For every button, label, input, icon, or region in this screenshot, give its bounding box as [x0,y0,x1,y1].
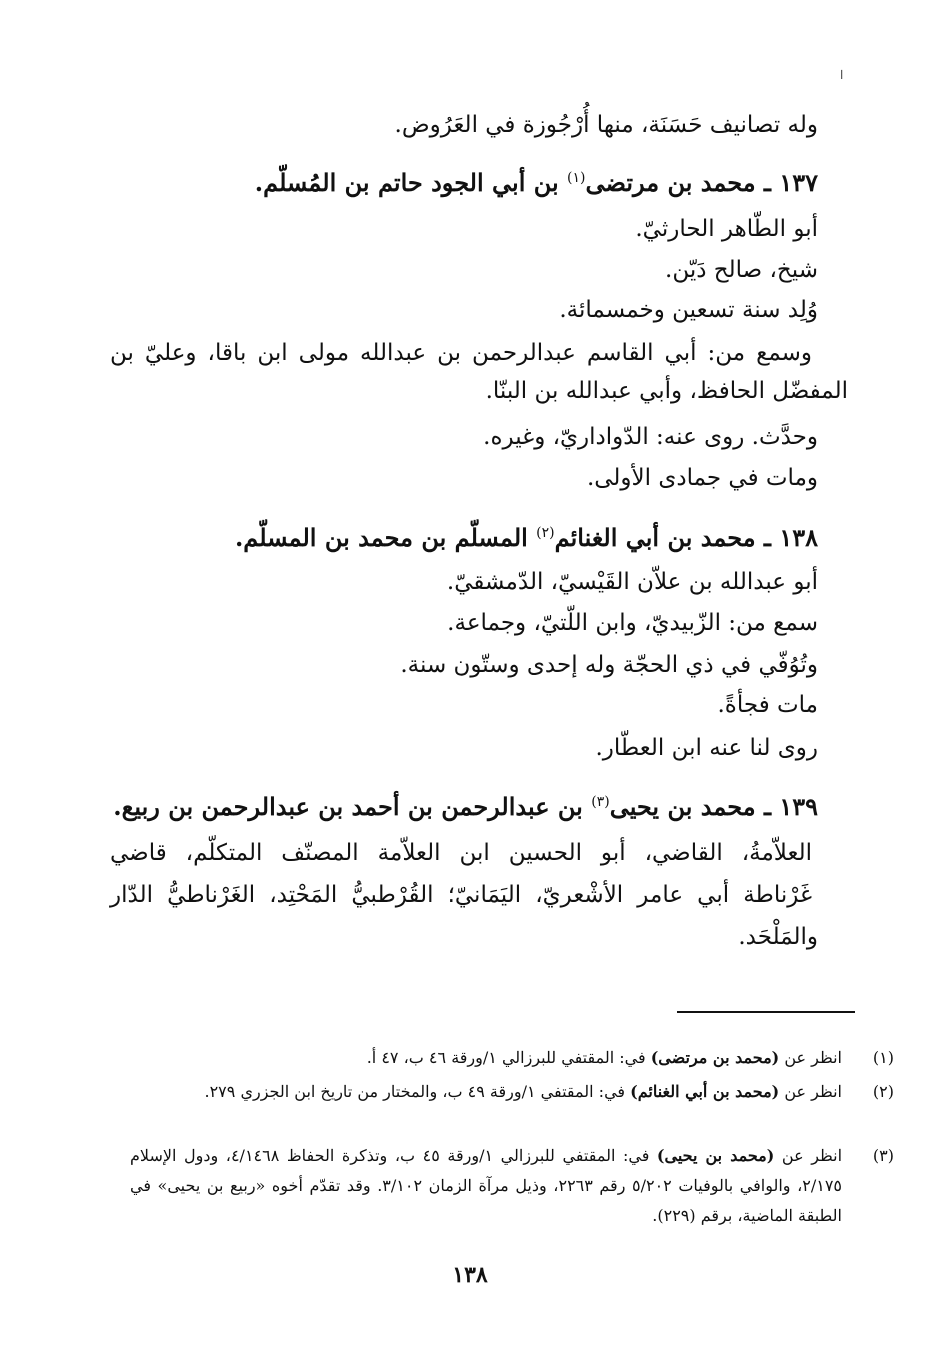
body-line: أبو عبدالله بن علاّن القَيْسيّ، الدّمشقيّ. [446,569,818,595]
footnote-subject: (محمد بن يحيى) [656,1146,775,1165]
footnote-number: (٣) [872,1146,894,1165]
body-line: ومات في جمادى الأولى. [586,465,818,491]
footnote-2 [130,1077,894,1107]
footnote-1 [130,1043,894,1073]
footnote-reference: (٢) [536,525,555,541]
body-line: وحدَّث. روى عنه: الدّواداريّ، وغيره. [483,424,818,450]
entry-heading-137 [255,168,818,198]
footnote-reference: (٣) [591,794,610,810]
footnote-number: (١) [872,1048,894,1067]
footnote-text: في: المقتفي ١/ورقة ٤٩ ب، والمختار من تاريخ ابن الجزري ٢٧٩. [204,1082,631,1101]
footnote-subject: (محمد بن مرتضى) [650,1048,780,1067]
entry-heading-139 [113,792,818,822]
footnote-3 [130,1141,894,1231]
body-line: وله تصانيف حَسَنَة، منها أُرْجُوزة في العَرُوض. [394,112,818,138]
body-line: أبو الطّاهر الحارثيّ. [635,216,818,242]
body-line: شيخ، صالح دَيّن. [665,257,818,283]
body-line: وتُوُفّي في ذي الحجّة وله إحدى وستّون سنة. [400,652,818,678]
body-line: وسمع من: أبي القاسم عبدالرحمن بن عبدالله مولى ابن باقا، وعليّ بن [110,340,812,366]
entry-heading-138 [235,523,818,553]
footnote-subject: (محمد بن أبي الغنائم) [630,1082,780,1101]
body-line: العلاّمةُ، القاضي، أبو الحسين ابن العلاّمة المصنّف المتكلّم، قاضي [110,840,812,866]
entry-heading-text: ١٣٨ ـ محمد بن أبي الغنائم [554,523,818,552]
footnote-reference: (١) [567,170,586,186]
entry-heading-text: المسلّم بن محمد بن المسلّم. [234,523,537,552]
footnote-number: (٢) [872,1082,894,1101]
entry-heading-text: بن عبدالرحمن بن أحمد بن عبدالرحمن بن ربيع. [113,792,592,821]
body-line: غَرْناطة أبي عامر الأشْعريّ، اليَمَانيّ؛ القُرْطبيُّ المَحْتِد، الغَرْناطيُّ الدّار [110,882,812,908]
footnote-text: في: المقتفي للبرزالي ١/ورقة ٤٦ ب، ٤٧ أ. [366,1048,651,1067]
footnote-separator [677,1011,855,1013]
body-line: وُلِد سنة تسعين وخمسمائة. [559,297,818,323]
body-line: روى لنا عنه ابن العطّار. [595,735,818,761]
margin-mark: ا [840,68,844,82]
body-line: والمَلْحَد. [738,924,818,950]
entry-heading-text: ١٣٧ ـ محمد بن مرتضى [585,168,818,197]
footnote-text: انظر عن [774,1146,843,1165]
footnote-text: انظر عن [779,1082,842,1101]
entry-heading-text: ١٣٩ ـ محمد بن يحيى [609,792,818,821]
body-line: سمع من: الزّبيديّ، وابن اللّتيّ، وجماعة. [447,610,818,636]
footnote-text: انظر عن [779,1048,842,1067]
body-line: مات فجأةً. [717,692,818,718]
body-line: المفضّل الحافظ، وأبي عبدالله بن البنّا. [485,378,848,404]
footnote-text: في: المقتفي للبرزالي ١/ورقة ٤٥ ب، وتذكرة الحفاظ ٤/١٤٦٨، ودول الإسلام ٢/١٧٥، والوافي بالوفيات ٥/٢٠٢ رقم ٢٢٦٣، وذيل مرآة الزمان ٣/١٠٢. وقد تقدّم أخوه «ربيع بن يحيى» في الطبقة الماضية، برقم (٢٢٩). [130,1146,843,1225]
page-number: ١٣٨ [452,1262,488,1288]
entry-heading-text: بن أبي الجود حاتم بن المُسلّم. [254,168,568,197]
